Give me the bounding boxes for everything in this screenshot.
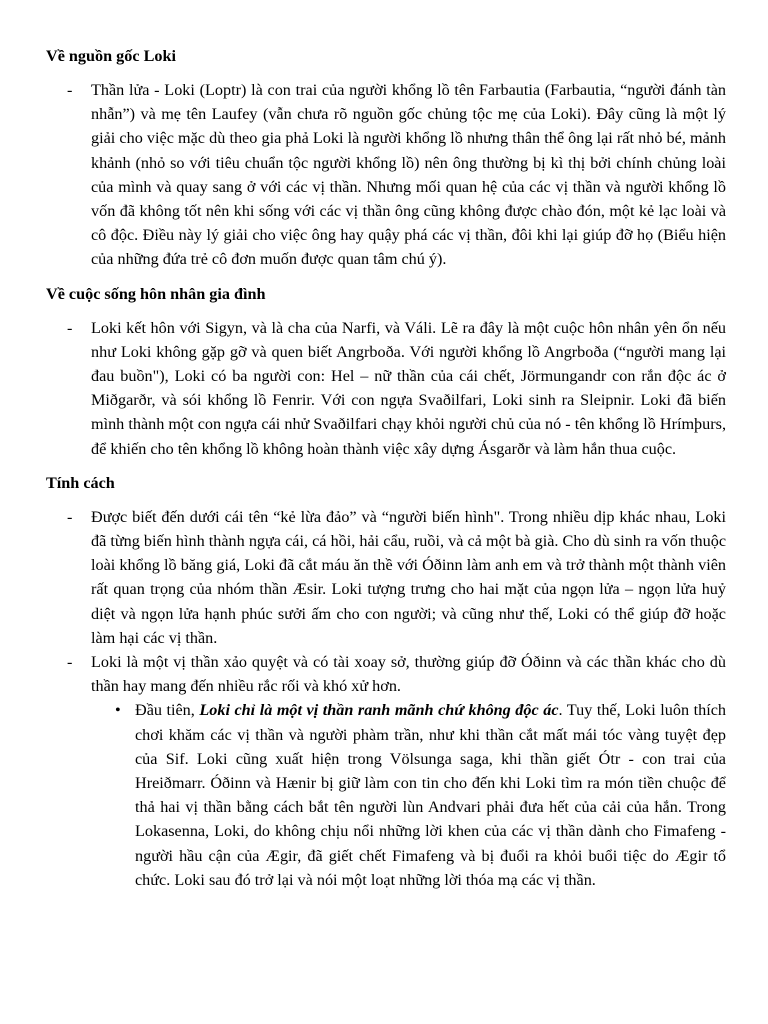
list-item-personality-2 — [46, 650, 726, 698]
dash-marker: - — [67, 653, 73, 672]
dash-marker: - — [67, 507, 73, 526]
list-item-text: Loki kết hôn với Sigyn, và là cha của Narfi, và Váli. Lẽ ra đây là một cuộc hôn nhân yên ổn nếu như Loki không gặp gỡ và quen biết Angrboða. Với người khổng lồ Angrboða (“người mang lại đau buồn"), Loki có ba người con: Hel – nữ thần của cái chết, Jörmungandr con rắn độc ác ở Miðgarðr, và sói khổng lồ Fenrir. Với con ngựa Svaðilfari, Loki sinh ra Sleipnir. Loki đã biến mình thành một con ngựa cái nhử Svaðilfari chạy khỏi người chủ của nó - tên khổng lồ Hrímþurs, để khiến cho tên khổng lồ không hoàn thành việc xây dựng Ásgarðr và làm hắn thua cuộc. — [91, 318, 726, 458]
list-item-text: Được biết đến dưới cái tên “kẻ lừa đảo” và “người biến hình". Trong nhiều dịp khác nhau, Loki đã từng biến hình thành ngựa cái, cá hồi, hải cẩu, ruồi, và cả một bà già. Cho dù sinh ra vốn thuộc loài khổng lồ băng giá, Loki đã cắt máu ăn thề với Óðinn làm anh em và trở thành một thành viên rất quan trọng của nhóm thần Æsir. Loki tượng trưng cho hai mặt của ngọn lửa – ngọn lửa huỷ diệt và ngọn lửa hạnh phúc sưởi ấm cho con người; và cũng như thế, Loki có thể giúp đỡ hoặc làm hại các vị thần. — [91, 507, 726, 647]
bullet-marker: • — [115, 701, 121, 720]
list-item-text: Loki là một vị thần xảo quyệt và có tài xoay sở, thường giúp đỡ Óðinn và các thần khác cho dù thần hay mang đến nhiều rắc rối và khó xử hơn. — [91, 653, 726, 696]
dash-marker: - — [67, 318, 73, 337]
spacer — [46, 306, 726, 316]
bullet-rest-text: . Tuy thế, Loki luôn thích chơi khăm các vị thần và người phàm trần, như khi thần cắt mất mái tóc vàng tuyệt đẹp của Sif. Loki cũng xuất hiện trong Völsunga saga, khi thần giết Ótr - con trai của Hreiðmarr. Óðinn và Hænir bị giữ làm con tin cho đến khi Loki tìm ra món tiền chuộc để thả hai vị thần bằng cách bắt tên người lùn Andvari phải đưa hết của cải của hắn. Trong Lokasenna, Loki, do không chịu nổi những lời khen của các vị thần dành cho Fimafeng - người hầu cận của Ægir, đã giết chết Fimafeng và bị đuổi ra khỏi buổi tiệc do Ægir tổ chức. Loki sau đó trở lại và nói một loạt những lời thóa mạ các vị thần. — [135, 701, 726, 889]
bullet-emphasis-text: Loki chỉ là một vị thần ranh mãnh chứ không độc ác — [199, 701, 559, 720]
spacer — [46, 68, 726, 78]
list-item-marriage — [46, 316, 726, 461]
bullet-item-trickster — [91, 698, 726, 892]
dash-marker: - — [67, 81, 73, 99]
document-page — [46, 44, 726, 892]
list-item-text: Thần lửa - Loki (Loptr) là con trai của người khổng lồ tên Farbautia (Farbautia, “người đánh tàn nhẫn”) và mẹ tên Laufey (vẫn chưa rõ nguồn gốc chủng tộc mẹ của Loki). Đây cũng là một lý giải cho việc mặc dù theo gia phả Loki là người khổng lồ nhưng thân thể ông lại rất nhỏ bé, mảnh khảnh (nhỏ so với tiêu chuẩn tộc người khổng lồ) nên ông thường bị kì thị bởi chính chủng loài của mình và quay sang ở với các vị thần. Nhưng mối quan hệ của các vị thần và người khổng lồ vốn đã không tốt nên khi sống với các vị thần ông cũng không được chào đón, một kẻ lạc loài và cô độc. Điều này lý giải cho việc ông hay quậy phá các vị thần, đôi khi lại giúp đỡ họ (Biểu hiện của những đứa trẻ cô đơn muốn được quan tâm chú ý). — [91, 81, 726, 269]
list-item-personality-1 — [46, 505, 726, 650]
section-heading-personality: Tính cách — [46, 473, 115, 492]
section-heading-marriage: Về cuộc sống hôn nhân gia đình — [46, 284, 266, 303]
spacer — [46, 495, 726, 505]
spacer — [46, 272, 726, 282]
spacer — [46, 461, 726, 471]
section-heading-origin: Về nguồn gốc Loki — [46, 47, 176, 65]
bullet-lead-text: Đầu tiên, — [135, 701, 200, 720]
list-item-origin — [46, 78, 726, 272]
